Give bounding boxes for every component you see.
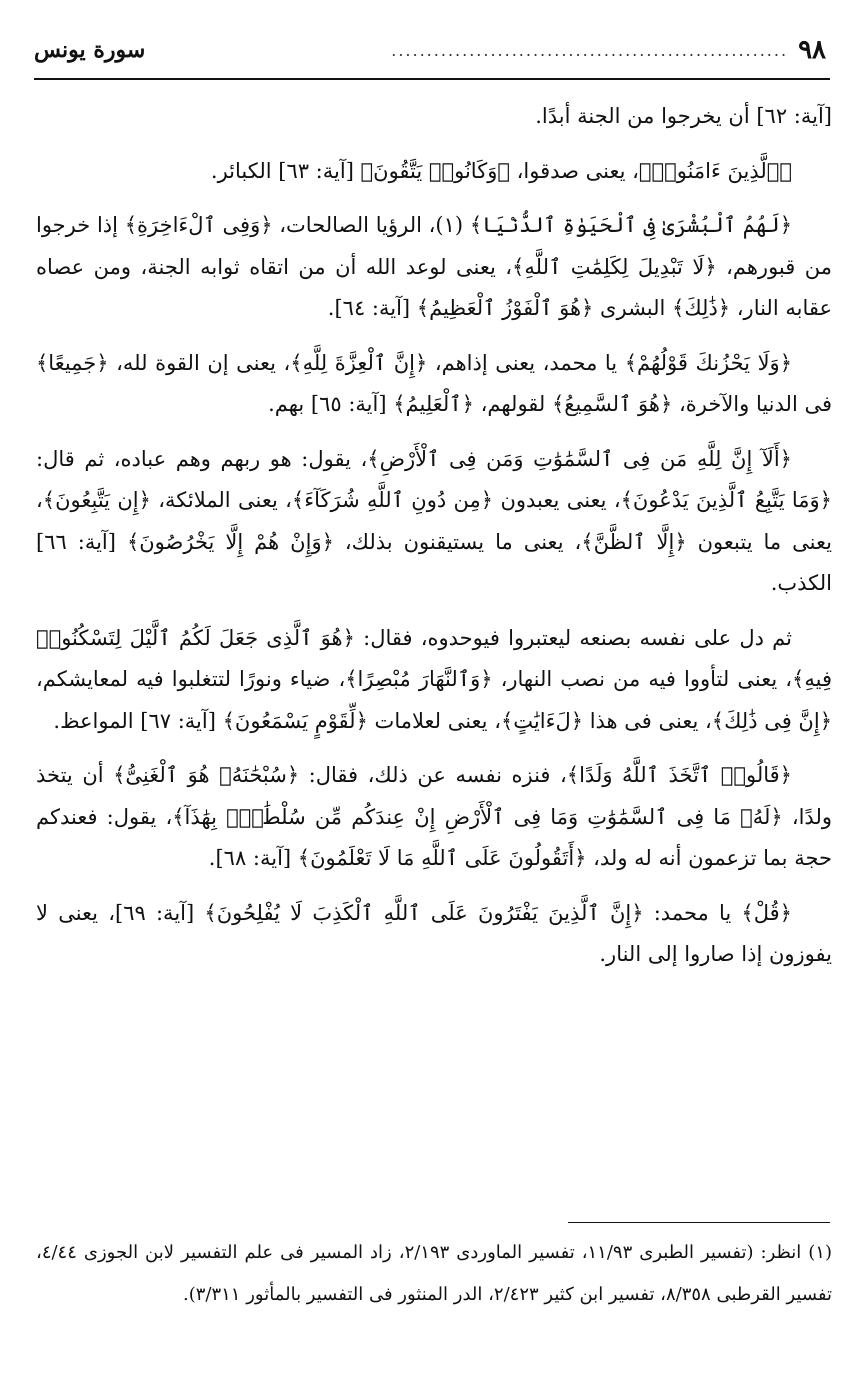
surah-title: سورة يونس — [34, 37, 146, 63]
paragraph: ﴿قُلْ﴾ يا محمد: ﴿إِنَّ ٱلَّذِينَ يَفْتَرُونَ عَلَى ٱللَّهِ ٱلْكَذِبَ لَا يُفْلِحُونَ﴾ [آية: ٦٩]، يعنى لا يفوزون إذا صاروا إلى النار. — [36, 900, 832, 966]
paragraph: [آية: ٦٢] أن يخرجوا من الجنة أبدًا. — [535, 104, 832, 128]
page-body — [36, 96, 832, 989]
paragraph: ﴿أَلَآ إِنَّ لِلَّهِ مَن فِى ٱلسَّمَٰوَٰتِ وَمَن فِى ٱلْأَرْضِ﴾، يقول: هو ربهم وهم عباده، ثم قال: ﴿وَمَا يَتَّبِعُ ٱلَّذِينَ يَدْعُونَ﴾، يعنى يعبدون ﴿مِن دُونِ ٱللَّهِ شُرَكَآءَ﴾، يعنى الملائكة، ﴿إِن يَتَّبِعُونَ﴾، يعنى ما يتبعون ﴿إِلَّا ٱلظَّنَّ﴾، يعنى ما يستيقنون بذلك، ﴿وَإِنْ هُمْ إِلَّا يَخْرُصُونَ﴾ [آية: ٦٦] الكذب. — [36, 446, 832, 595]
footnote: (١) انظر: (تفسير الطبرى ١١/٩٣، تفسير الماوردى ٢/١٩٣، زاد المسير فى علم التفسير لابن الجوزى ٤/٤٤، تفسير القرطبى ٨/٣٥٨، تفسير ابن كثير ٢/٤٢٣، الدر المنثور فى التفسير بالمأثور ٣/٣١١). — [36, 1242, 832, 1305]
paragraph: ﴿قَالُوا۟ ٱتَّخَذَ ٱللَّهُ وَلَدًا﴾، فنزه نفسه عن ذلك، فقال: ﴿سُبْحَٰنَهُۥ هُوَ ٱلْغَنِىُّ﴾ أن يتخذ ولدًا، ﴿لَهُۥ مَا فِى ٱلسَّمَٰوَٰتِ وَمَا فِى ٱلْأَرْضِ إِنْ عِندَكُم مِّن سُلْطَٰنٍۭ بِهَٰذَآ﴾، يقول: فعندكم حجة بما تزعمون أنه له ولد، ﴿أَتَقُولُونَ عَلَى ٱللَّهِ مَا لَا تَعْلَمُونَ﴾ [آية: ٦٨]. — [36, 763, 832, 870]
header-leader-dots: ........................................................ — [391, 40, 789, 60]
paragraph: ﴿وَلَا يَحْزُنكَ قَوْلُهُمْ﴾ يا محمد، يعنى إذاهم، ﴿إِنَّ ٱلْعِزَّةَ لِلَّهِ﴾، يعنى إن القوة لله، ﴿جَمِيعًا﴾ فى الدنيا والآخرة، ﴿هُوَ ٱلسَّمِيعُ﴾ لقولهم، ﴿ٱلْعَلِيمُ﴾ [آية: ٦٥] بهم. — [36, 350, 832, 416]
paragraph: ﴿ٱلَّذِينَ ءَامَنُوا۟﴾، يعنى صدقوا، ﴿وَكَانُوا۟ يَتَّقُونَ﴾ [آية: ٦٣] الكبائر. — [210, 158, 792, 183]
page-header — [34, 22, 830, 80]
footnote-divider — [568, 1222, 830, 1223]
page-number: ٩٨ — [798, 35, 826, 65]
paragraph: ﴿لَهُمُ ٱلْبُشْرَىٰ فِى ٱلْحَيَوٰةِ ٱلدُّنْيَا﴾ (١)، الرؤيا الصالحات، ﴿وَفِى ٱلْءَاخِرَةِ﴾ إذا خرجوا من قبورهم، ﴿لَا تَبْدِيلَ لِكَلِمَٰتِ ٱللَّهِ﴾، يعنى لوعد الله أن من اتقاه ثوابه الجنة، ومن عصاه عقابه النار، ﴿ذَٰلِكَ﴾ البشرى ﴿هُوَ ٱلْفَوْزُ ٱلْعَظِيمُ﴾ [آية: ٦٤]. — [36, 213, 832, 320]
paragraph: ثم دل على نفسه بصنعه ليعتبروا فيوحدوه، فقال: ﴿هُوَ ٱلَّذِى جَعَلَ لَكُمُ ٱلَّيْلَ لِتَسْكُنُوا۟ فِيهِ﴾، يعنى لتأووا فيه من نصب النهار، ﴿وَٱلنَّهَارَ مُبْصِرًا﴾، ضياء ونورًا لتتغلبوا فيه لمعايشكم، ﴿إِنَّ فِى ذَٰلِكَ﴾، يعنى فى هذا ﴿لَءَايَٰتٍ﴾، يعنى لعلامات ﴿لِّقَوْمٍ يَسْمَعُونَ﴾ [آية: ٦٧] المواعظ. — [36, 625, 832, 733]
